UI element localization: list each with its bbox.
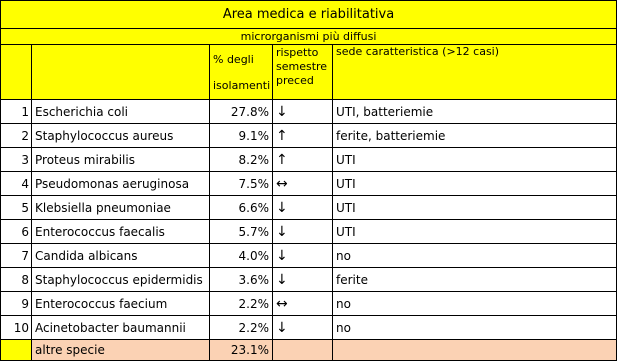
row-index: 1 [1,100,32,124]
down-arrow-icon: ↓ [273,244,333,268]
isolation-pct: 7.5% [210,172,273,196]
isolation-pct: 2.2% [210,316,273,340]
header-trend-line1: rispetto [276,46,319,59]
isolation-pct: 4.0% [210,244,273,268]
organism-name: Enterococcus faecium [32,292,210,316]
other-trend-cell [273,340,333,361]
characteristic-site: UTI [333,220,617,244]
left-right-arrow-icon: ↔ [273,292,333,316]
organism-name: Staphylococcus epidermidis [32,268,210,292]
table-row [1,172,617,196]
table-subtitle: microrganismi più diffusi [1,29,617,45]
other-species-pct: 23.1% [210,340,273,361]
data-rows [1,100,617,340]
isolation-pct: 27.8% [210,100,273,124]
table-row [1,220,617,244]
organism-name: Proteus mirabilis [32,148,210,172]
other-index-cell [1,340,32,361]
organism-name: Enterococcus faecalis [32,220,210,244]
other-site-cell [333,340,617,361]
isolation-pct: 8.2% [210,148,273,172]
isolation-pct: 2.2% [210,292,273,316]
header-trend-line3: preced [276,74,314,87]
table-row [1,148,617,172]
table-title: Area medica e riabilitativa [1,1,617,29]
organism-name: Acinetobacter baumannii [32,316,210,340]
organism-name: Klebsiella pneumoniae [32,196,210,220]
characteristic-site: UTI [333,196,617,220]
isolation-pct: 3.6% [210,268,273,292]
row-index: 9 [1,292,32,316]
left-right-arrow-icon: ↔ [273,172,333,196]
header-pct-cell [210,45,273,100]
characteristic-site: ferite [333,268,617,292]
table-row [1,244,617,268]
organism-name: Staphylococcus aureus [32,124,210,148]
characteristic-site: no [333,292,617,316]
up-arrow-icon: ↑ [273,124,333,148]
organism-name: Pseudomonas aeruginosa [32,172,210,196]
table-row [1,196,617,220]
table-row [1,100,617,124]
table-row [1,124,617,148]
down-arrow-icon: ↓ [273,100,333,124]
header-organism-cell [32,45,210,100]
table-row [1,316,617,340]
row-index: 8 [1,268,32,292]
down-arrow-icon: ↓ [273,220,333,244]
characteristic-site: no [333,316,617,340]
isolation-pct: 9.1% [210,124,273,148]
row-index: 3 [1,148,32,172]
header-trend-line2: semestre [276,60,328,73]
header-trend-cell [273,45,333,100]
organism-name: Escherichia coli [32,100,210,124]
characteristic-site: ferite, batteriemie [333,124,617,148]
row-index: 4 [1,172,32,196]
characteristic-site: UTI [333,148,617,172]
other-species-row [1,340,617,361]
up-arrow-icon: ↑ [273,148,333,172]
table-row [1,268,617,292]
table-row [1,292,617,316]
isolation-pct: 6.6% [210,196,273,220]
title-row [1,1,617,29]
down-arrow-icon: ↓ [273,268,333,292]
down-arrow-icon: ↓ [273,196,333,220]
row-index: 5 [1,196,32,220]
characteristic-site: UTI [333,172,617,196]
row-index: 10 [1,316,32,340]
row-index: 2 [1,124,32,148]
row-index: 6 [1,220,32,244]
subtitle-row [1,29,617,45]
row-index: 7 [1,244,32,268]
down-arrow-icon: ↓ [273,316,333,340]
header-site-cell: sede caratteristica (>12 casi) [333,45,617,100]
organism-name: Candida albicans [32,244,210,268]
header-pct-line2: isolamenti [213,79,271,92]
header-pct-line1: % degli [213,53,254,66]
characteristic-site: no [333,244,617,268]
header-row [1,45,617,100]
characteristic-site: UTI, batteriemie [333,100,617,124]
other-species-label: altre specie [32,340,210,361]
isolation-pct: 5.7% [210,220,273,244]
header-index-cell [1,45,32,100]
